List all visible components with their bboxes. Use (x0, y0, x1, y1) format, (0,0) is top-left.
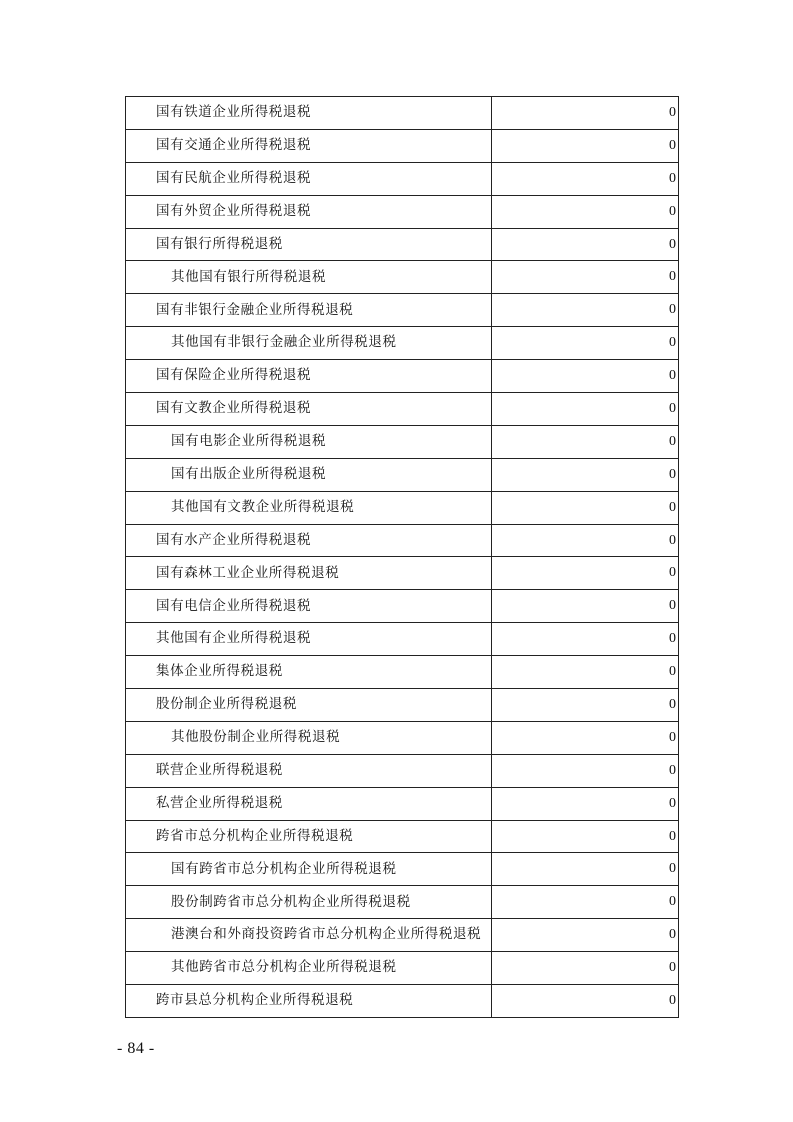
row-value: 0 (492, 491, 679, 524)
row-label: 跨市县总分机构企业所得税退税 (126, 985, 492, 1018)
row-value: 0 (492, 261, 679, 294)
row-value: 0 (492, 590, 679, 623)
table-row (126, 787, 679, 820)
row-label: 私营企业所得税退税 (126, 787, 492, 820)
row-value: 0 (492, 985, 679, 1018)
table-row (126, 919, 679, 952)
table-row (126, 557, 679, 590)
row-label: 国有文教企业所得税退税 (126, 393, 492, 426)
refund-table-container (125, 96, 678, 1018)
table-body (126, 97, 679, 1018)
row-label: 国有电信企业所得税退税 (126, 590, 492, 623)
row-label: 股份制跨省市总分机构企业所得税退税 (126, 886, 492, 919)
table-row (126, 886, 679, 919)
table-row (126, 425, 679, 458)
row-value: 0 (492, 228, 679, 261)
row-label: 国有民航企业所得税退税 (126, 162, 492, 195)
table-row (126, 129, 679, 162)
row-value: 0 (492, 787, 679, 820)
row-label: 其他国有文教企业所得税退税 (126, 491, 492, 524)
table-row (126, 195, 679, 228)
row-label: 其他跨省市总分机构企业所得税退税 (126, 952, 492, 985)
table-row (126, 590, 679, 623)
row-value: 0 (492, 294, 679, 327)
row-value: 0 (492, 425, 679, 458)
row-label: 国有银行所得税退税 (126, 228, 492, 261)
row-value: 0 (492, 623, 679, 656)
row-value: 0 (492, 327, 679, 360)
table-row (126, 491, 679, 524)
table-row (126, 721, 679, 754)
row-value: 0 (492, 919, 679, 952)
row-label: 联营企业所得税退税 (126, 754, 492, 787)
row-value: 0 (492, 458, 679, 491)
table-row (126, 458, 679, 491)
row-value: 0 (492, 393, 679, 426)
row-label: 国有水产企业所得税退税 (126, 524, 492, 557)
page-number: - 84 - (117, 1040, 155, 1057)
table-row (126, 97, 679, 130)
row-value: 0 (492, 656, 679, 689)
table-row (126, 985, 679, 1018)
row-value: 0 (492, 721, 679, 754)
row-label: 国有交通企业所得税退税 (126, 129, 492, 162)
row-value: 0 (492, 524, 679, 557)
row-label: 其他国有非银行金融企业所得税退税 (126, 327, 492, 360)
table-row (126, 656, 679, 689)
row-label: 国有外贸企业所得税退税 (126, 195, 492, 228)
row-value: 0 (492, 129, 679, 162)
table-row (126, 162, 679, 195)
row-value: 0 (492, 195, 679, 228)
row-value: 0 (492, 952, 679, 985)
table-row (126, 393, 679, 426)
table-row (126, 754, 679, 787)
row-value: 0 (492, 162, 679, 195)
row-label: 集体企业所得税退税 (126, 656, 492, 689)
row-label: 国有非银行金融企业所得税退税 (126, 294, 492, 327)
table-row (126, 623, 679, 656)
row-label: 国有跨省市总分机构企业所得税退税 (126, 853, 492, 886)
table-row (126, 689, 679, 722)
table-row (126, 820, 679, 853)
row-label: 港澳台和外商投资跨省市总分机构企业所得税退税 (126, 919, 492, 952)
row-value: 0 (492, 360, 679, 393)
row-label: 国有电影企业所得税退税 (126, 425, 492, 458)
table-row (126, 952, 679, 985)
table-row (126, 524, 679, 557)
row-value: 0 (492, 886, 679, 919)
row-label: 其他国有银行所得税退税 (126, 261, 492, 294)
row-value: 0 (492, 853, 679, 886)
table-row (126, 261, 679, 294)
row-label: 国有保险企业所得税退税 (126, 360, 492, 393)
row-label: 其他国有企业所得税退税 (126, 623, 492, 656)
row-label: 其他股份制企业所得税退税 (126, 721, 492, 754)
row-label: 股份制企业所得税退税 (126, 689, 492, 722)
row-value: 0 (492, 820, 679, 853)
row-label: 国有出版企业所得税退税 (126, 458, 492, 491)
table-row (126, 853, 679, 886)
table-row (126, 294, 679, 327)
row-label: 国有铁道企业所得税退税 (126, 97, 492, 130)
table-row (126, 327, 679, 360)
tax-refund-table (125, 96, 679, 1018)
row-label: 跨省市总分机构企业所得税退税 (126, 820, 492, 853)
table-row (126, 228, 679, 261)
row-value: 0 (492, 97, 679, 130)
table-row (126, 360, 679, 393)
row-label: 国有森林工业企业所得税退税 (126, 557, 492, 590)
row-value: 0 (492, 754, 679, 787)
row-value: 0 (492, 689, 679, 722)
row-value: 0 (492, 557, 679, 590)
